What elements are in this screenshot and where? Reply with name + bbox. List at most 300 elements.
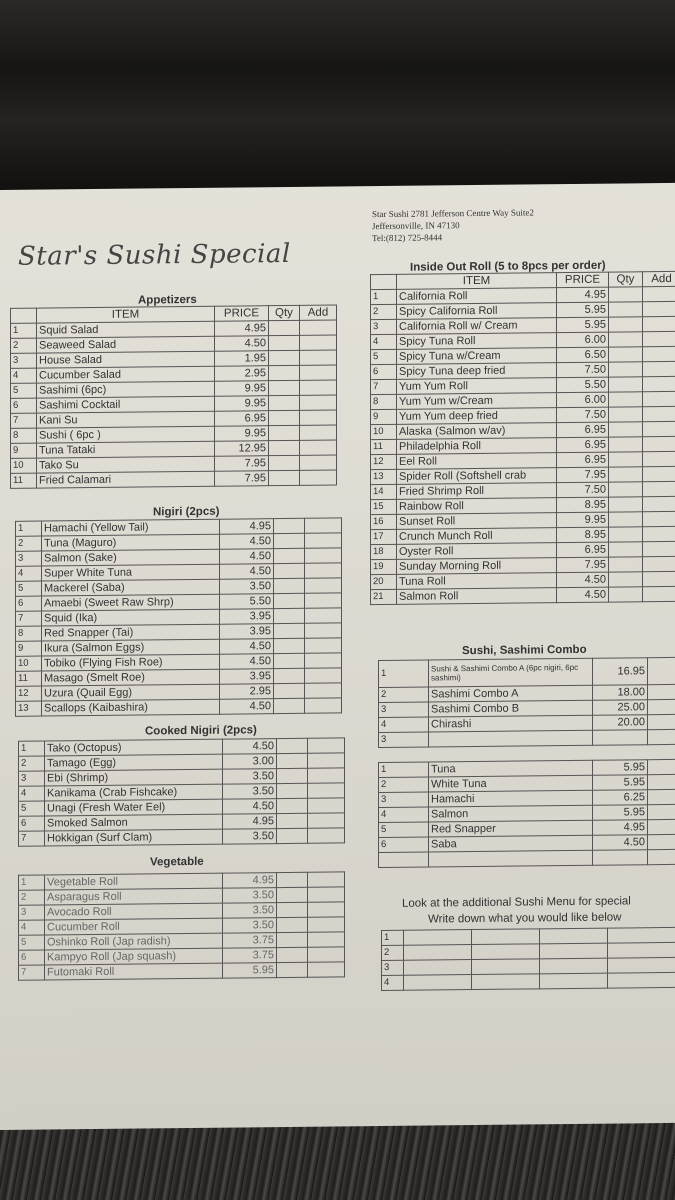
header-price: PRICE bbox=[557, 272, 609, 288]
qty-cell[interactable] bbox=[609, 497, 643, 512]
inside-out-table bbox=[370, 271, 675, 605]
add-cell[interactable] bbox=[643, 331, 675, 346]
item-name: Oshinko Roll (Jap radish) bbox=[45, 933, 223, 950]
item-name: Cucumber Roll bbox=[45, 918, 223, 935]
row-number: 16 bbox=[371, 514, 397, 529]
qty-cell[interactable] bbox=[269, 425, 300, 440]
qty-cell[interactable] bbox=[274, 623, 305, 638]
add-cell[interactable] bbox=[305, 698, 342, 713]
item-name: Fried Calamari bbox=[37, 471, 215, 488]
add-cell[interactable] bbox=[308, 872, 345, 887]
menu-row bbox=[16, 698, 342, 716]
item-price: 9.95 bbox=[215, 396, 269, 412]
qty-cell[interactable] bbox=[609, 377, 643, 392]
menu-row bbox=[11, 470, 337, 488]
row-number: 1 bbox=[382, 930, 404, 945]
write-in-cell[interactable] bbox=[472, 974, 540, 990]
item-name: Spicy Tuna w/Cream bbox=[397, 348, 557, 365]
qty-cell[interactable] bbox=[609, 287, 643, 302]
qty-cell[interactable] bbox=[609, 362, 643, 377]
qty-cell[interactable] bbox=[648, 759, 675, 774]
qty-cell[interactable] bbox=[609, 467, 643, 482]
qty-cell[interactable] bbox=[269, 365, 300, 380]
qty-cell[interactable] bbox=[609, 332, 643, 347]
add-cell[interactable] bbox=[305, 668, 342, 683]
qty-cell[interactable] bbox=[648, 684, 675, 699]
qty-cell[interactable] bbox=[609, 407, 643, 422]
qty-cell[interactable] bbox=[609, 482, 643, 497]
row-number: 3 bbox=[19, 905, 45, 920]
add-cell[interactable] bbox=[643, 301, 675, 316]
add-cell[interactable] bbox=[308, 768, 345, 783]
item-name: Amaebi (Sweet Raw Shrp) bbox=[42, 594, 220, 611]
item-name: Scallops (Kaibashira) bbox=[42, 699, 220, 716]
add-cell[interactable] bbox=[643, 586, 675, 601]
add-cell[interactable] bbox=[308, 947, 345, 962]
qty-cell[interactable] bbox=[609, 572, 643, 587]
row-number: 11 bbox=[11, 473, 37, 488]
address-line-2: Jeffersonville, IN 47130 bbox=[372, 220, 460, 232]
row-number: 2 bbox=[11, 338, 37, 353]
qty-cell[interactable] bbox=[648, 699, 675, 714]
item-name: Yum Yum deep fried bbox=[397, 408, 557, 425]
qty-cell[interactable] bbox=[274, 593, 305, 608]
qty-cell[interactable] bbox=[274, 653, 305, 668]
qty-cell[interactable] bbox=[269, 455, 300, 470]
add-cell[interactable] bbox=[308, 828, 345, 843]
menu-row bbox=[19, 962, 345, 980]
item-price: 4.95 bbox=[593, 820, 648, 836]
qty-cell[interactable] bbox=[274, 563, 305, 578]
row-number: 4 bbox=[379, 717, 429, 733]
qty-cell[interactable] bbox=[269, 335, 300, 350]
add-cell[interactable] bbox=[305, 683, 342, 698]
qty-cell[interactable] bbox=[274, 533, 305, 548]
add-cell[interactable] bbox=[643, 526, 675, 541]
item-name: Sunset Roll bbox=[397, 513, 557, 530]
row-number: 2 bbox=[16, 536, 42, 551]
item-price: 4.95 bbox=[223, 873, 277, 889]
item-name: Hokkigan (Surf Clam) bbox=[45, 829, 223, 846]
item-price: 3.50 bbox=[223, 769, 277, 785]
item-price: 12.95 bbox=[215, 441, 269, 457]
item-price: 5.95 bbox=[593, 775, 648, 791]
item-name: Spider Roll (Softshell crab bbox=[397, 468, 557, 485]
add-cell[interactable] bbox=[643, 346, 675, 361]
item-price: 4.50 bbox=[557, 587, 609, 603]
item-name: Sashimi Combo B bbox=[429, 700, 593, 717]
row-number: 13 bbox=[16, 701, 42, 716]
qty-cell[interactable] bbox=[269, 380, 300, 395]
write-in-cell[interactable] bbox=[404, 975, 472, 991]
qty-cell[interactable] bbox=[277, 962, 308, 977]
item-name: Spicy Tuna Roll bbox=[397, 333, 557, 350]
item-name: Cucumber Salad bbox=[37, 366, 215, 383]
write-in-cell[interactable] bbox=[404, 945, 472, 961]
add-cell[interactable] bbox=[308, 962, 345, 977]
item-name: Red Snapper (Tai) bbox=[42, 624, 220, 641]
item-price: 4.95 bbox=[215, 321, 269, 337]
item-name: Uzura (Quail Egg) bbox=[42, 684, 220, 701]
add-cell[interactable] bbox=[643, 496, 675, 511]
qty-cell[interactable] bbox=[277, 887, 308, 902]
row-number: 5 bbox=[11, 383, 37, 398]
item-name: Tuna (Maguro) bbox=[42, 534, 220, 551]
row-number: 4 bbox=[19, 920, 45, 935]
row-number: 7 bbox=[11, 413, 37, 428]
item-name: Asparagus Roll bbox=[45, 888, 223, 905]
qty-cell[interactable] bbox=[648, 789, 675, 804]
write-in-cell[interactable] bbox=[540, 943, 608, 959]
write-in-cell[interactable] bbox=[404, 930, 472, 946]
add-cell[interactable] bbox=[305, 608, 342, 623]
item-name: Salmon Roll bbox=[397, 588, 557, 605]
qty-cell[interactable] bbox=[269, 410, 300, 425]
qty-cell[interactable] bbox=[277, 738, 308, 753]
qty-cell[interactable] bbox=[277, 768, 308, 783]
item-name: Sushi ( 6pc ) bbox=[37, 426, 215, 443]
item-price: 7.95 bbox=[557, 467, 609, 483]
qty-cell[interactable] bbox=[648, 804, 675, 819]
qty-cell[interactable] bbox=[277, 872, 308, 887]
qty-cell[interactable] bbox=[277, 947, 308, 962]
write-in-cell[interactable] bbox=[472, 929, 540, 945]
add-cell[interactable] bbox=[643, 406, 675, 421]
row-number: 7 bbox=[19, 831, 45, 846]
write-in-cell[interactable] bbox=[472, 959, 540, 975]
row-number: 4 bbox=[379, 807, 429, 823]
write-in-cell[interactable] bbox=[540, 973, 608, 989]
item-name: Unagi (Fresh Water Eel) bbox=[45, 799, 223, 816]
add-cell[interactable] bbox=[643, 571, 675, 586]
write-in-cell[interactable] bbox=[608, 942, 675, 958]
qty-cell[interactable] bbox=[609, 542, 643, 557]
add-cell[interactable] bbox=[300, 425, 337, 440]
row-number: 8 bbox=[16, 626, 42, 641]
combo-table bbox=[378, 657, 675, 748]
nigiri-table bbox=[15, 517, 342, 716]
vegetable-table bbox=[18, 871, 345, 980]
item-name: Tobiko (Flying Fish Roe) bbox=[42, 654, 220, 671]
add-cell[interactable] bbox=[305, 593, 342, 608]
item-name: Ebi (Shrimp) bbox=[45, 769, 223, 786]
add-cell[interactable] bbox=[308, 932, 345, 947]
qty-cell[interactable] bbox=[609, 302, 643, 317]
row-number: 14 bbox=[371, 484, 397, 499]
item-name: Crunch Munch Roll bbox=[397, 528, 557, 545]
add-cell[interactable] bbox=[643, 556, 675, 571]
qty-cell[interactable] bbox=[274, 668, 305, 683]
item-name: Tuna bbox=[429, 760, 593, 777]
item-price: 6.95 bbox=[557, 542, 609, 558]
item-price: 5.95 bbox=[593, 805, 648, 821]
item-price: 3.50 bbox=[223, 784, 277, 800]
item-name: Tamago (Egg) bbox=[45, 754, 223, 771]
address-line-1: Star Sushi 2781 Jefferson Centre Way Suite2 bbox=[372, 207, 534, 220]
combo-title: Sushi, Sashimi Combo bbox=[462, 643, 587, 658]
qty-cell[interactable] bbox=[269, 440, 300, 455]
item-price: 9.95 bbox=[215, 381, 269, 397]
add-cell[interactable] bbox=[305, 578, 342, 593]
item-price: 4.50 bbox=[223, 799, 277, 815]
add-cell[interactable] bbox=[305, 563, 342, 578]
add-cell[interactable] bbox=[643, 361, 675, 376]
row-number: 19 bbox=[371, 559, 397, 574]
vegetable-title: Vegetable bbox=[150, 855, 204, 869]
add-cell[interactable] bbox=[305, 533, 342, 548]
add-cell[interactable] bbox=[300, 335, 337, 350]
row-number: 8 bbox=[11, 428, 37, 443]
write-in-cell[interactable] bbox=[608, 972, 675, 988]
header-price: PRICE bbox=[215, 306, 269, 322]
item-name: Hamachi bbox=[429, 790, 593, 807]
item-price: 3.50 bbox=[223, 829, 277, 845]
qty-cell[interactable] bbox=[274, 698, 305, 713]
add-cell[interactable] bbox=[308, 917, 345, 932]
write-in-cell[interactable] bbox=[608, 957, 675, 973]
qty-cell[interactable] bbox=[609, 317, 643, 332]
qty-cell[interactable] bbox=[609, 422, 643, 437]
qty-cell[interactable] bbox=[648, 834, 675, 849]
qty-cell[interactable] bbox=[609, 452, 643, 467]
item-name: Kampyo Roll (Jap squash) bbox=[45, 948, 223, 965]
row-number: 2 bbox=[379, 777, 429, 793]
qty-cell[interactable] bbox=[277, 813, 308, 828]
qty-cell[interactable] bbox=[269, 395, 300, 410]
qty-cell[interactable] bbox=[648, 774, 675, 789]
write-in-cell[interactable] bbox=[472, 944, 540, 960]
item-price: 5.50 bbox=[220, 594, 274, 610]
row-number: 4 bbox=[16, 566, 42, 581]
item-price: 5.95 bbox=[557, 302, 609, 318]
item-price: 6.95 bbox=[557, 437, 609, 453]
add-cell[interactable] bbox=[643, 511, 675, 526]
add-cell[interactable] bbox=[305, 518, 342, 533]
add-cell[interactable] bbox=[300, 455, 337, 470]
header-add: Add bbox=[643, 271, 675, 286]
inside-out-title: Inside Out Roll (5 to 8pcs per order) bbox=[410, 259, 606, 274]
qty-cell[interactable] bbox=[609, 557, 643, 572]
add-cell[interactable] bbox=[300, 320, 337, 335]
qty-cell[interactable] bbox=[648, 729, 675, 744]
add-cell[interactable] bbox=[643, 436, 675, 451]
add-cell[interactable] bbox=[643, 286, 675, 301]
item-price: 4.50 bbox=[593, 835, 648, 851]
item-price: 25.00 bbox=[593, 700, 648, 716]
special-request-row bbox=[382, 972, 675, 990]
item-price: 7.50 bbox=[557, 362, 609, 378]
item-name: Vegetable Roll bbox=[45, 873, 223, 890]
row-number: 5 bbox=[16, 581, 42, 596]
row-number: 1 bbox=[16, 521, 42, 536]
qty-cell[interactable] bbox=[277, 902, 308, 917]
item-price: 3.75 bbox=[223, 933, 277, 949]
item-price: 3.75 bbox=[223, 948, 277, 964]
add-cell[interactable] bbox=[300, 470, 337, 485]
qty-cell[interactable] bbox=[609, 437, 643, 452]
item-name: Seaweed Salad bbox=[37, 336, 215, 353]
qty-cell[interactable] bbox=[609, 392, 643, 407]
qty-cell[interactable] bbox=[277, 798, 308, 813]
row-number: 4 bbox=[11, 368, 37, 383]
item-name: Sashimi Cocktail bbox=[37, 396, 215, 413]
qty-cell[interactable] bbox=[277, 917, 308, 932]
item-name: Masago (Smelt Roe) bbox=[42, 669, 220, 686]
background-dark-surface bbox=[0, 0, 675, 200]
qty-cell[interactable] bbox=[269, 320, 300, 335]
cooked-nigiri-table bbox=[18, 737, 345, 846]
add-cell[interactable] bbox=[305, 623, 342, 638]
menu-sheet bbox=[0, 183, 675, 1130]
add-cell[interactable] bbox=[308, 813, 345, 828]
add-cell[interactable] bbox=[308, 798, 345, 813]
add-cell[interactable] bbox=[308, 902, 345, 917]
item-price: 4.50 bbox=[220, 699, 274, 715]
qty-cell[interactable] bbox=[277, 783, 308, 798]
write-in-cell[interactable] bbox=[540, 928, 608, 944]
header-qty: Qty bbox=[269, 305, 300, 320]
item-price: 2.95 bbox=[220, 684, 274, 700]
qty-cell[interactable] bbox=[269, 470, 300, 485]
item-price: 2.95 bbox=[215, 366, 269, 382]
item-price: 6.95 bbox=[215, 411, 269, 427]
qty-cell[interactable] bbox=[274, 518, 305, 533]
qty-cell[interactable] bbox=[648, 657, 675, 684]
item-name: Spicy California Roll bbox=[397, 303, 557, 320]
item-name: Yum Yum w/Cream bbox=[397, 393, 557, 410]
add-cell[interactable] bbox=[308, 887, 345, 902]
item-name: Salmon (Sake) bbox=[42, 549, 220, 566]
item-name: California Roll w/ Cream bbox=[397, 318, 557, 335]
add-cell[interactable] bbox=[643, 421, 675, 436]
row-number: 10 bbox=[16, 656, 42, 671]
item-price: 20.00 bbox=[593, 715, 648, 731]
qty-cell[interactable] bbox=[277, 753, 308, 768]
item-price: 18.00 bbox=[593, 685, 648, 701]
qty-cell[interactable] bbox=[274, 548, 305, 563]
write-in-cell[interactable] bbox=[404, 960, 472, 976]
row-number: 5 bbox=[379, 822, 429, 838]
add-cell[interactable] bbox=[643, 316, 675, 331]
row-number: 2 bbox=[371, 304, 397, 319]
item-price: 3.50 bbox=[223, 888, 277, 904]
add-cell[interactable] bbox=[643, 481, 675, 496]
qty-cell[interactable] bbox=[277, 932, 308, 947]
item-name: Eel Roll bbox=[397, 453, 557, 470]
item-price: 16.95 bbox=[593, 658, 648, 686]
qty-cell[interactable] bbox=[609, 347, 643, 362]
item-price: 4.50 bbox=[215, 336, 269, 352]
add-cell[interactable] bbox=[308, 738, 345, 753]
add-cell[interactable] bbox=[643, 451, 675, 466]
row-number: 2 bbox=[379, 687, 429, 703]
add-cell[interactable] bbox=[305, 638, 342, 653]
item-name: Saba bbox=[429, 835, 593, 852]
phone-number: Tel:(812) 725-8444 bbox=[372, 232, 443, 244]
add-cell[interactable] bbox=[300, 365, 337, 380]
item-price: 4.50 bbox=[220, 549, 274, 565]
add-cell[interactable] bbox=[305, 548, 342, 563]
qty-cell[interactable] bbox=[609, 527, 643, 542]
special-note-line-2: Write down what you would like below bbox=[428, 911, 622, 926]
qty-cell[interactable] bbox=[609, 587, 643, 602]
item-name: Squid Salad bbox=[37, 321, 215, 338]
header-item: ITEM bbox=[397, 273, 557, 290]
menu-row bbox=[19, 828, 345, 846]
add-cell[interactable] bbox=[643, 391, 675, 406]
item-price: 6.25 bbox=[593, 790, 648, 806]
item-name: Sushi & Sashimi Combo A (6pc nigiri, 6pc sashimi) bbox=[429, 658, 593, 687]
row-number: 5 bbox=[19, 935, 45, 950]
row-number: 1 bbox=[19, 741, 45, 756]
add-cell[interactable] bbox=[308, 753, 345, 768]
item-price: 5.95 bbox=[557, 317, 609, 333]
qty-cell[interactable] bbox=[648, 714, 675, 729]
row-number: 1 bbox=[379, 660, 429, 688]
item-name: Fried Shrimp Roll bbox=[397, 483, 557, 500]
menu-row bbox=[379, 849, 675, 867]
add-cell[interactable] bbox=[300, 350, 337, 365]
add-cell[interactable] bbox=[308, 783, 345, 798]
row-number: 18 bbox=[371, 544, 397, 559]
item-price bbox=[593, 850, 648, 866]
item-price: 3.95 bbox=[220, 669, 274, 685]
menu-row bbox=[371, 586, 675, 604]
row-number: 3 bbox=[19, 771, 45, 786]
write-in-cell[interactable] bbox=[608, 927, 675, 943]
qty-cell[interactable] bbox=[274, 608, 305, 623]
item-price: 3.95 bbox=[220, 609, 274, 625]
row-number: 3 bbox=[379, 792, 429, 808]
qty-cell[interactable] bbox=[269, 350, 300, 365]
row-number: 1 bbox=[19, 875, 45, 890]
row-number bbox=[379, 852, 429, 868]
write-in-cell[interactable] bbox=[540, 958, 608, 974]
add-cell[interactable] bbox=[300, 395, 337, 410]
row-number: 11 bbox=[16, 671, 42, 686]
row-number: 1 bbox=[371, 289, 397, 304]
qty-cell[interactable] bbox=[274, 578, 305, 593]
add-cell[interactable] bbox=[300, 380, 337, 395]
row-number: 3 bbox=[379, 702, 429, 718]
row-number: 7 bbox=[371, 379, 397, 394]
row-number: 1 bbox=[379, 762, 429, 778]
qty-cell[interactable] bbox=[609, 512, 643, 527]
item-price: 3.50 bbox=[223, 918, 277, 934]
qty-cell[interactable] bbox=[274, 638, 305, 653]
row-number: 6 bbox=[371, 364, 397, 379]
row-number: 8 bbox=[371, 394, 397, 409]
item-name: Red Snapper bbox=[429, 820, 593, 837]
add-cell[interactable] bbox=[643, 541, 675, 556]
item-price: 7.95 bbox=[557, 557, 609, 573]
qty-cell[interactable] bbox=[274, 683, 305, 698]
qty-cell[interactable] bbox=[648, 819, 675, 834]
item-price: 6.95 bbox=[557, 452, 609, 468]
item-price bbox=[593, 730, 648, 746]
row-number: 3 bbox=[16, 551, 42, 566]
qty-cell[interactable] bbox=[277, 828, 308, 843]
qty-cell[interactable] bbox=[648, 849, 675, 864]
add-cell[interactable] bbox=[305, 653, 342, 668]
add-cell[interactable] bbox=[300, 410, 337, 425]
row-number: 10 bbox=[11, 458, 37, 473]
row-number: 6 bbox=[19, 950, 45, 965]
item-name: Tako Su bbox=[37, 456, 215, 473]
add-cell[interactable] bbox=[643, 466, 675, 481]
add-cell[interactable] bbox=[300, 440, 337, 455]
add-cell[interactable] bbox=[643, 376, 675, 391]
